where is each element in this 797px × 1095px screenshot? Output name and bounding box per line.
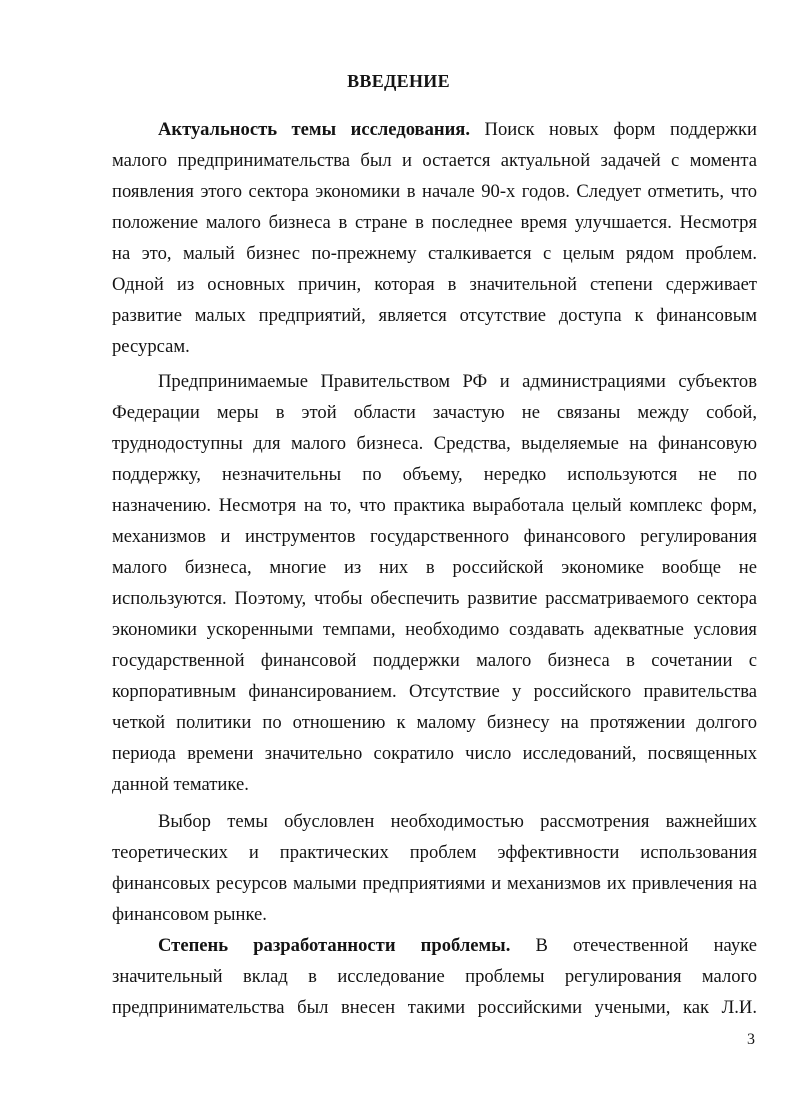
paragraph-line: Федерации меры в этой области зачастую не связаны между собой,	[112, 402, 757, 423]
paragraph-topic-choice	[112, 806, 757, 930]
paragraph-line: государственной финансовой поддержки малого бизнеса в сочетании с	[112, 650, 757, 671]
paragraph-development-degree	[112, 930, 757, 1023]
paragraph-line: финансовом рынке.	[112, 904, 267, 925]
paragraph-line: поддержку, незначительны по объему, нередко используются не по	[112, 464, 757, 485]
paragraph-line: периода времени значительно сократило число исследований, посвященных	[112, 743, 757, 764]
line-text: В отечественной науке	[535, 935, 757, 956]
paragraph-line: значительный вклад в исследование проблемы регулирования малого	[112, 966, 757, 987]
paragraph-line: малого бизнеса, многие из них в российской экономике вообще не	[112, 557, 757, 578]
paragraph-line: Предпринимаемые Правительством РФ и администрациями субъектов	[158, 371, 757, 392]
paragraph-line: экономики ускоренными темпами, необходимо создавать адекватные условия	[112, 619, 757, 640]
paragraph-line: ресурсам.	[112, 336, 190, 357]
paragraph-line: механизмов и инструментов государственного финансового регулирования	[112, 526, 757, 547]
paragraph-lead: Степень разработанности проблемы.	[158, 935, 511, 956]
paragraph-line: Выбор темы обусловлен необходимостью рассмотрения важнейших	[158, 811, 757, 832]
paragraph-line: развитие малых предприятий, является отсутствие доступа к финансовым	[112, 305, 757, 326]
page-title: ВВЕДЕНИЕ	[347, 71, 450, 91]
paragraph-line	[112, 930, 757, 961]
paragraph-line: положение малого бизнеса в стране в последнее время улучшается. Несмотря	[112, 212, 757, 233]
page-number: 3	[747, 1031, 755, 1048]
paragraph-line: малого предпринимательства был и остается актуальной задачей с момента	[112, 150, 757, 171]
paragraph-line: труднодоступны для малого бизнеса. Средства, выделяемые на финансовую	[112, 433, 757, 454]
paragraph-lead: Актуальность темы исследования.	[158, 119, 470, 140]
paragraph-line: четкой политики по отношению к малому бизнесу на протяжении долгого	[112, 712, 757, 733]
paragraph-line: используются. Поэтому, чтобы обеспечить развитие рассматриваемого сектора	[112, 588, 757, 609]
paragraph-line	[112, 114, 757, 145]
paragraph-relevance	[112, 114, 757, 362]
paragraph-line: корпоративным финансированием. Отсутствие у российского правительства	[112, 681, 757, 702]
paragraph-line: Одной из основных причин, которая в значительной степени сдерживает	[112, 274, 757, 295]
paragraph-line: финансовых ресурсов малыми предприятиями и механизмов их привлечения на	[112, 873, 757, 894]
paragraph-line: теоретических и практических проблем эффективности использования	[112, 842, 757, 863]
paragraph-line: предпринимательства был внесен такими российскими учеными, как Л.И.	[112, 997, 757, 1018]
line-text: Поиск новых форм поддержки	[484, 119, 757, 140]
paragraph-line: данной тематике.	[112, 774, 249, 795]
paragraph-line: появления этого сектора экономики в начале 90-х годов. Следует отметить, что	[112, 181, 757, 202]
paragraph-line: назначению. Несмотря на то, что практика выработала целый комплекс форм,	[112, 495, 757, 516]
paragraph-government-measures	[112, 366, 757, 800]
paragraph-line: на это, малый бизнес по-прежнему сталкивается с целым рядом проблем.	[112, 243, 757, 264]
